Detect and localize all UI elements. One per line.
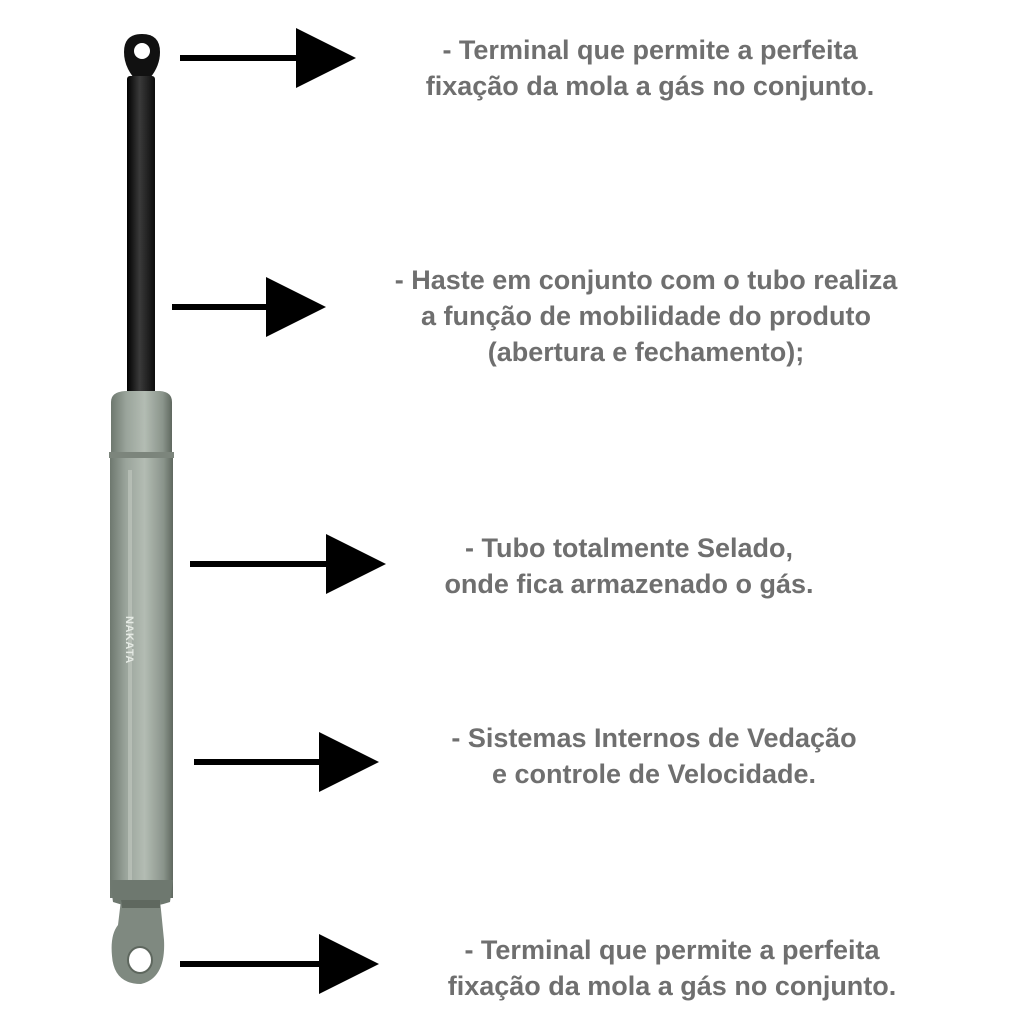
callout-terminal-top (380, 32, 920, 104)
callout-line: fixação da mola a gás no conjunto. (447, 971, 897, 1001)
callout-line: - Tubo totalmente Selado, (464, 533, 793, 563)
callout-line: fixação da mola a gás no conjunto. (425, 71, 875, 101)
callout-line: onde fica armazenado o gás. (444, 569, 814, 599)
callout-line: - Haste em conjunto com o tubo realiza (394, 265, 898, 295)
callout-tube (398, 530, 860, 602)
brand-name: NAKATA (123, 616, 135, 664)
callout-line: e controle de Velocidade. (491, 759, 817, 789)
top-terminal-eyelet (124, 34, 160, 78)
callout-line: - Sistemas Internos de Vedação (451, 723, 857, 753)
bottom-terminal-eyelet (112, 900, 165, 984)
piston-rod (127, 76, 155, 396)
callout-line: - Terminal que permite a perfeita (442, 35, 858, 65)
callout-line: - Terminal que permite a perfeita (464, 935, 880, 965)
sealed-tube (109, 391, 174, 907)
callout-terminal-bottom (398, 932, 946, 1004)
callout-seal-system (404, 720, 904, 792)
callout-line: (abertura e fechamento); (487, 337, 805, 367)
callout-rod (338, 262, 954, 370)
callout-line: a função de mobilidade do produto (421, 301, 871, 331)
